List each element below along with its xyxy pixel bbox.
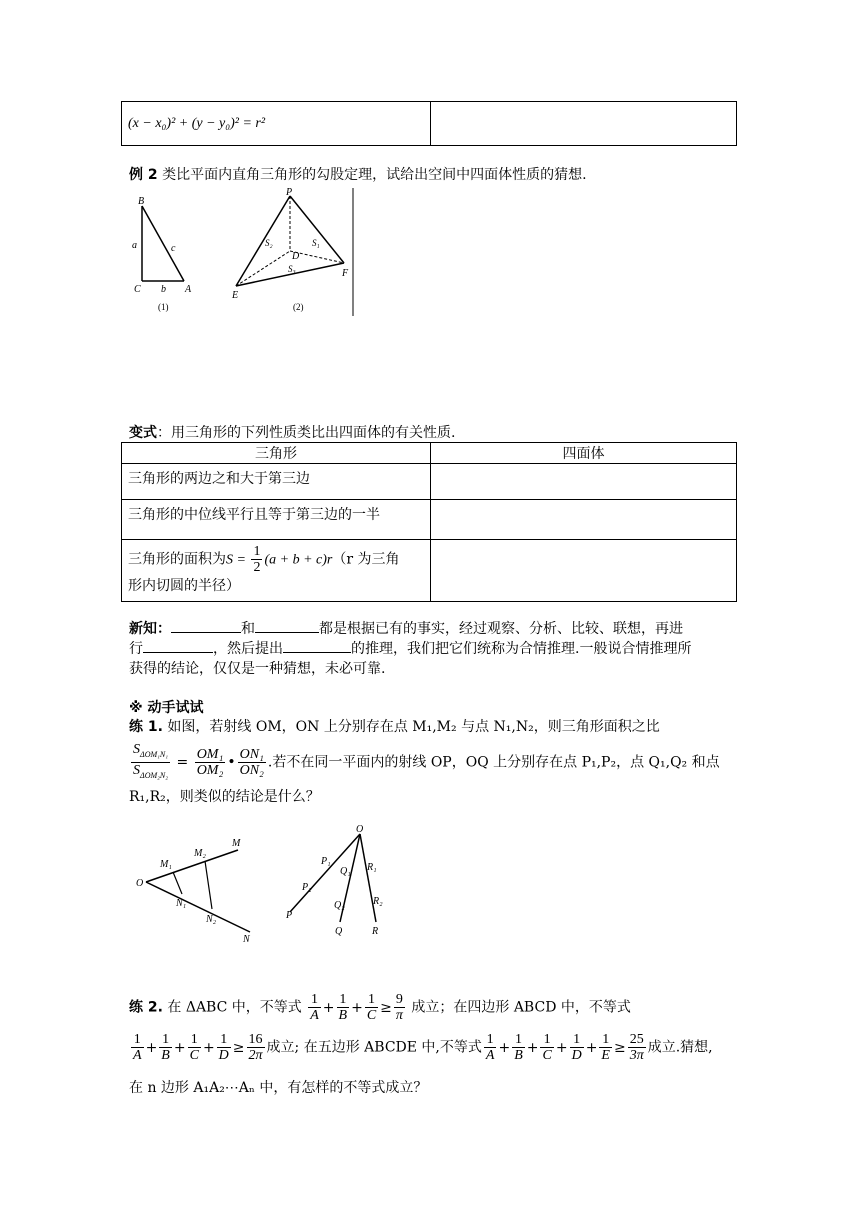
rhs-fraction: $\frac{16}{2\pi}$ bbox=[248, 1032, 263, 1063]
analogy-table bbox=[121, 442, 737, 602]
B-R: R bbox=[372, 926, 379, 937]
B-R1: R₁ bbox=[367, 862, 377, 873]
fraction-1-over-B: $\frac{1}{B}$ bbox=[161, 1032, 170, 1063]
operator: ≥ bbox=[232, 1039, 245, 1056]
row-triangle-inequality: 三角形的两边之和大于第三边 bbox=[122, 464, 431, 500]
fraction-1-over-E: $\frac{1}{E}$ bbox=[601, 1032, 610, 1063]
variant-text: ：用三角形的下列性质类比出四面体的有关性质. bbox=[157, 425, 456, 441]
A-N2: N₂ bbox=[206, 914, 217, 925]
B-P2: P₂ bbox=[302, 882, 312, 893]
practice-header: ※ 动手试试 bbox=[129, 700, 204, 716]
operator: ≥ bbox=[613, 1039, 626, 1056]
ratio-den-sub: ΔOM₂N₂ bbox=[140, 770, 169, 780]
label-E: E bbox=[232, 290, 239, 301]
label-A: A bbox=[185, 284, 192, 295]
half-den: 2 bbox=[253, 560, 261, 575]
area-note1: （r 为三角 bbox=[332, 551, 400, 568]
operator: + bbox=[322, 999, 335, 1016]
on1: ON₁ bbox=[239, 746, 264, 762]
fraction-1-over-A: $\frac{1}{A}$ bbox=[485, 1032, 495, 1063]
nk-line2c: 的推理，我们把它们统称为合情推理.一般说合情推理所 bbox=[351, 641, 692, 657]
practice1-label: 练 1. bbox=[129, 719, 163, 735]
p2-l1a: 在 ΔABC 中，不等式 bbox=[167, 999, 302, 1016]
new-knowledge-line3: 获得的结论，仅仅是一种猜想，未必可靠. bbox=[129, 661, 386, 677]
new-knowledge-line2 bbox=[129, 638, 691, 659]
top-table bbox=[121, 101, 737, 146]
answer-cell-2 bbox=[431, 500, 737, 540]
operator: + bbox=[526, 1039, 539, 1056]
B-Q2: Q₂ bbox=[334, 900, 345, 911]
label-S1: S₁ bbox=[312, 238, 320, 248]
practice1-line1 bbox=[129, 717, 660, 737]
label-C: C bbox=[134, 284, 141, 295]
new-knowledge-line1 bbox=[129, 618, 683, 639]
fraction-1-over-D: $\frac{1}{D}$ bbox=[218, 1032, 229, 1063]
caption-1: (1) bbox=[158, 302, 169, 312]
A-N1: N₁ bbox=[176, 898, 187, 909]
blank-2[interactable] bbox=[255, 618, 319, 633]
label-a: a bbox=[132, 240, 137, 251]
operator: + bbox=[202, 1039, 215, 1056]
label-b: b bbox=[161, 284, 166, 295]
practice2-line1 bbox=[129, 992, 631, 1023]
formula-cell bbox=[122, 102, 431, 146]
variant-label: 变式 bbox=[129, 425, 157, 441]
practice1-line2: $\frac{S_{\Delta OM_1N_1}}{S_{\Delta OM_2N_2}}$ = $\frac{\text{OM₁}}{\text{OM₂}}$ • $\frac{\text{ON₁}}{\text{ON₂}}$ .若不在同一平面内的射线 OP，OQ 上分别存在点 P₁,P₂，点 Q₁,Q₂ 和点 bbox=[129, 742, 720, 783]
practice2-line3: 在 n 边形 A₁A₂⋯Aₙ 中，有怎样的不等式成立？ bbox=[129, 1080, 428, 1096]
B-O: O bbox=[356, 824, 364, 835]
header-tetrahedron: 四面体 bbox=[431, 443, 737, 464]
B-P1: P₁ bbox=[321, 856, 331, 867]
fraction-1-over-C: $\frac{1}{C}$ bbox=[366, 992, 377, 1023]
B-Q1: Q₁ bbox=[340, 866, 351, 877]
and-text: 和 bbox=[241, 621, 255, 637]
p2-l2c: 成立.猜想, bbox=[647, 1039, 713, 1056]
practice2-label: 练 2. bbox=[129, 999, 163, 1016]
answer-cell-3 bbox=[431, 540, 737, 602]
area-ratio bbox=[131, 742, 170, 783]
p2-l1b: 成立；在四边形 ABCD 中，不等式 bbox=[411, 999, 631, 1016]
om-ratio bbox=[195, 747, 226, 778]
row-area bbox=[122, 540, 431, 602]
practice1-line3: R₁,R₂，则类似的结论是什么？ bbox=[129, 789, 320, 805]
label-P: P bbox=[286, 187, 293, 198]
label-F: F bbox=[342, 268, 349, 279]
label-B: B bbox=[138, 196, 145, 207]
A-O: O bbox=[136, 878, 144, 889]
blank-3[interactable] bbox=[143, 638, 213, 653]
area-expr: (a + b + c)r bbox=[264, 552, 333, 568]
caption-2: (2) bbox=[293, 302, 304, 312]
p2-l2b: 成立; 在五边形 ABCDE 中,不等式 bbox=[266, 1039, 482, 1056]
area-eq: = bbox=[233, 552, 250, 568]
inequality-triangle bbox=[306, 992, 407, 1023]
label-S2: S₂ bbox=[265, 238, 273, 248]
area-S: S bbox=[226, 552, 233, 568]
rhs-fraction: $\frac{25}{3\pi}$ bbox=[629, 1032, 644, 1063]
label-D: D bbox=[292, 251, 300, 262]
fraction-1-over-A: $\frac{1}{A}$ bbox=[310, 992, 319, 1023]
B-R2: R₂ bbox=[373, 896, 383, 907]
label-S3: S₃ bbox=[288, 264, 296, 274]
om1: OM₁ bbox=[196, 746, 224, 762]
practice1-text2: .若不在同一平面内的射线 OP，OQ 上分别存在点 P₁,P₂，点 Q₁,Q₂ 和点 bbox=[267, 754, 720, 771]
fraction-1-over-B: $\frac{1}{B}$ bbox=[338, 992, 348, 1023]
area-half bbox=[251, 544, 262, 575]
ratio-num-sub: ΔOM₁N₁ bbox=[140, 749, 169, 759]
fraction-1-over-A: $\frac{1}{A}$ bbox=[133, 1032, 142, 1063]
operator: + bbox=[585, 1039, 598, 1056]
on2: ON₂ bbox=[239, 762, 264, 778]
example2-line bbox=[129, 165, 587, 185]
ratio-num: S bbox=[133, 742, 140, 757]
nk-text1: 都是根据已有的事实，经过观察、分析、比较、联想，再进 bbox=[319, 621, 683, 637]
rays-figure bbox=[128, 822, 393, 942]
triangle-tetrahedron-figure bbox=[128, 186, 360, 321]
A-M1: M₁ bbox=[160, 859, 172, 870]
operator: + bbox=[145, 1039, 158, 1056]
label-c: c bbox=[171, 243, 176, 254]
blank-1[interactable] bbox=[171, 618, 241, 633]
inequality-pentagon bbox=[482, 1032, 648, 1063]
example2-text: 类比平面内直角三角形的勾股定理，试给出空间中四面体性质的猜想. bbox=[162, 167, 587, 183]
empty-cell bbox=[431, 102, 737, 146]
om2: OM₂ bbox=[196, 762, 224, 778]
circle-equation: (x − x₀)² + (y − y₀)² = r² bbox=[128, 116, 266, 131]
B-Q: Q bbox=[335, 926, 343, 937]
row-midline: 三角形的中位线平行且等于第三边的一半 bbox=[122, 500, 431, 540]
operator: + bbox=[498, 1039, 511, 1056]
practice2-line2 bbox=[129, 1032, 713, 1063]
fraction-1-over-D: $\frac{1}{D}$ bbox=[571, 1032, 582, 1063]
operator: ≥ bbox=[380, 999, 392, 1016]
A-M: M bbox=[232, 838, 241, 849]
dot: • bbox=[227, 754, 236, 771]
area-note2: 形内切圆的半径） bbox=[128, 578, 240, 594]
A-M2: M₂ bbox=[194, 848, 206, 859]
blank-4[interactable] bbox=[283, 638, 351, 653]
variant-line bbox=[129, 423, 455, 443]
new-knowledge-label: 新知： bbox=[129, 621, 171, 637]
fraction-1-over-C: $\frac{1}{C}$ bbox=[542, 1032, 552, 1063]
ratio-den: S bbox=[133, 762, 140, 778]
inequality-quadrilateral bbox=[129, 1032, 267, 1063]
A-N: N bbox=[243, 934, 250, 942]
rhs-fraction: $\frac{9}{\pi}$ bbox=[395, 992, 403, 1023]
on-ratio bbox=[238, 747, 266, 778]
operator: + bbox=[351, 999, 363, 1016]
area-prefix: 三角形的面积为 bbox=[128, 551, 226, 568]
operator: + bbox=[173, 1039, 186, 1056]
half-num: 1 bbox=[253, 544, 261, 559]
operator: + bbox=[555, 1039, 568, 1056]
answer-cell-1 bbox=[431, 464, 737, 500]
nk-line2b: ，然后提出 bbox=[213, 641, 283, 657]
B-P: P bbox=[286, 910, 293, 921]
fraction-1-over-B: $\frac{1}{B}$ bbox=[514, 1032, 523, 1063]
nk-line2a: 行 bbox=[129, 641, 143, 657]
fraction-1-over-C: $\frac{1}{C}$ bbox=[189, 1032, 199, 1063]
practice1-text1: 如图，若射线 OM，ON 上分别存在点 M₁,M₂ 与点 N₁,N₂，则三角形面积之比 bbox=[167, 719, 660, 735]
header-triangle: 三角形 bbox=[122, 443, 431, 464]
example2-label: 例 2 bbox=[129, 167, 158, 183]
